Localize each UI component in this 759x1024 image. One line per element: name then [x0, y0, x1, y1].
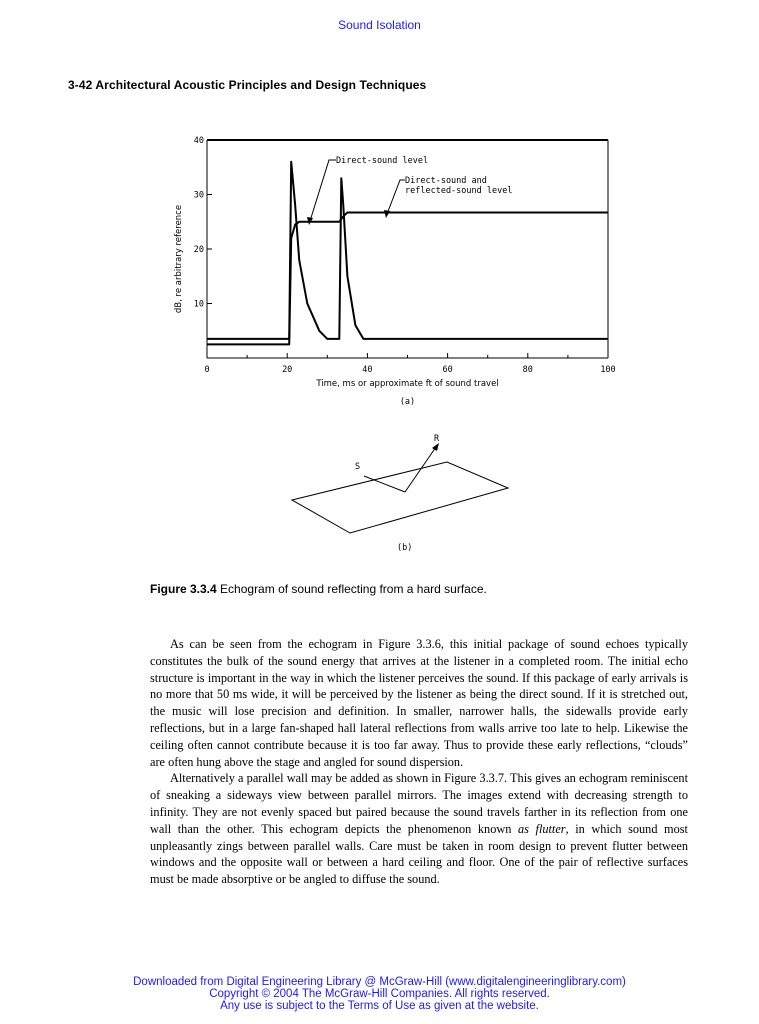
paragraph-2-text-before: Alternatively a parallel wall may be added as shown in Figure 3.3.7. This gives an echogram reminiscent of sneaking a sideways view between parallel mirrors. The images extend with decreasing strength to infinity. They are not evenly spaced but paired because the sound travels farther in its reflection from one wall than the other. This echogram depicts the phenomenon known: [150, 771, 688, 836]
leader-reflected: [387, 180, 405, 214]
x-tick-label: 20: [282, 365, 293, 375]
x-tick-label: 100: [600, 365, 616, 375]
section-link[interactable]: Sound Isolation: [338, 18, 421, 32]
x-tick-label: 40: [362, 365, 373, 375]
caption-number: Figure 3.3.4: [150, 582, 217, 596]
leader-reflected-arrowhead: [384, 210, 390, 218]
running-head: 3-42 Architectural Acoustic Principles and Design Techniques: [68, 78, 427, 92]
reflected-ray-arrowhead: [432, 443, 439, 451]
leader-direct-sound: [310, 160, 336, 221]
panel-a-label: (a): [399, 397, 416, 407]
figure-caption: [150, 582, 487, 596]
reflection-diagram: [292, 434, 508, 553]
y-tick-label: 20: [193, 245, 204, 255]
paragraph-2-text-after: , in which sound most unpleasantly zings between parallel walls. Care must be taken in room design to prevent flutter between windows and the opposite wall or between a hard ceiling and floor. One of the pair of reflective surfaces must be made absorptive or be angled to diffuse the sound.: [150, 821, 688, 887]
body-text: [150, 636, 688, 888]
footer-copyright: Copyright © 2004 The McGraw-Hill Companies. All rights reserved.: [209, 988, 550, 1000]
caption-text: Echogram of sound reflecting from a hard surface.: [216, 582, 487, 596]
x-tick-label: 60: [442, 365, 453, 375]
reflected-ray: [405, 447, 436, 492]
annotation-reflected-line1: Direct-sound and: [405, 176, 487, 186]
x-tick-label: 0: [204, 365, 210, 375]
panel-b-label: (b): [397, 543, 413, 553]
x-axis-label: Time, ms or approximate ft of sound travel: [316, 379, 499, 389]
y-tick-label: 10: [193, 299, 204, 310]
footer-terms-link[interactable]: Any use is subject to the Terms of Use as given at the website.: [220, 1000, 539, 1012]
annotation-reflected-line2: reflected-sound level: [405, 186, 513, 196]
copyright-footer: [0, 976, 759, 1012]
footer-download-link[interactable]: Downloaded from Digital Engineering Library @ McGraw-Hill (www.digitalengineeringlibrary.com): [133, 976, 626, 988]
y-tick-label: 30: [193, 190, 204, 201]
receiver-label: R: [434, 434, 440, 444]
incident-ray: [364, 476, 405, 492]
paragraph-1: As can be seen from the echogram in Figure 3.3.6, this initial package of sound echoes typically constitutes the bulk of the sound energy that arrives at the listener in a completed room. The initial echo structure is important in the way in which the listener perceives the sound. If this package of early arrivals is no more that 50 ms wide, it will be perceived by the listener as being the direct sound. If it is stretched out, the music will lose precision and definition. In smaller, narrower halls, the sidewalls provide early reflections, but in a large fan-shaped hall lateral reflections from walls arrive too late to help. Likewise the ceiling often cannot contribute because it is too far away. Thus to provide these early reflections, “clouds” are often hung above the stage and angled for sound dispersion.: [150, 637, 688, 769]
hard-surface-plane: [292, 462, 508, 533]
y-tick-label: 40: [193, 136, 204, 146]
echogram-chart: [174, 136, 616, 407]
x-tick-label: 80: [522, 365, 533, 375]
y-axis-label: dB, re arbitrary reference: [174, 204, 184, 314]
source-label: S: [355, 462, 361, 472]
flutter-term: as flutter: [518, 821, 566, 836]
paragraph-2: [150, 770, 688, 888]
direct-and-reflected-series: [207, 213, 608, 345]
annotation-direct-sound: Direct-sound level: [336, 156, 429, 166]
